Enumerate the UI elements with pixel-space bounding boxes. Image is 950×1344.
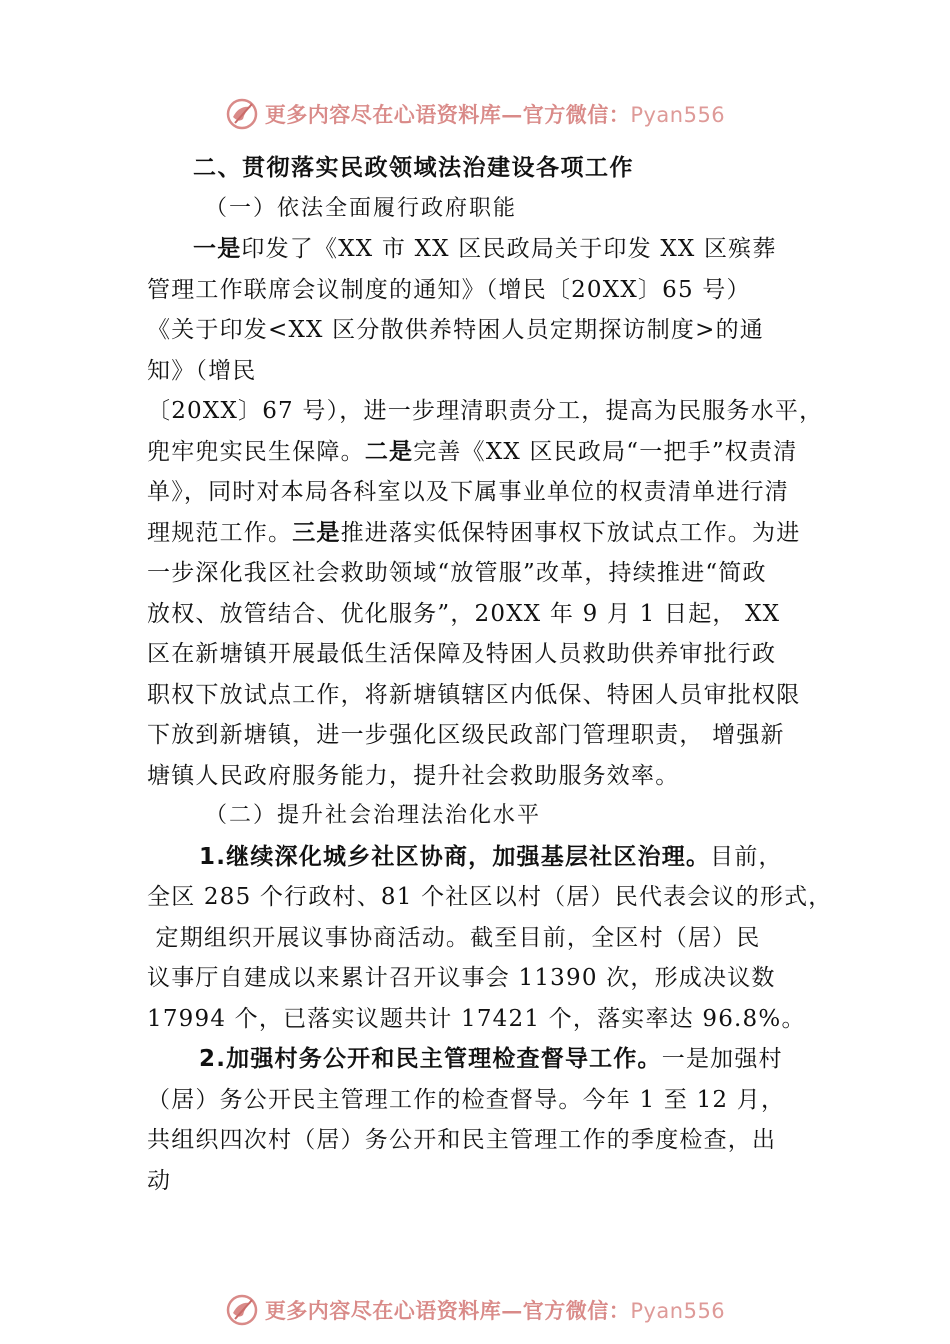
paragraph-line: 知》（增民 — [147, 357, 257, 384]
paragraph-line: 塘镇人民政府服务能力，提升社会救助服务效率。 — [147, 762, 680, 789]
paragraph-line: 一是印发了《XX 市 XX 区民政局关于印发 XX 区殡葬 — [193, 236, 777, 262]
paragraph-line: 17994 个，已落实议题共计 17421 个，落实率达 96.8%。 — [147, 1005, 806, 1032]
document-body — [147, 148, 833, 1201]
paragraph-line: 单》，同时对本局各科室以及下属事业单位的权责清单进行清 — [147, 479, 789, 505]
paragraph-line: 共组织四次村（居）务公开和民主管理工作的季度检查，出 — [147, 1127, 777, 1153]
item-2-heading: 2.加强村务公开和民主管理检查督导工作。 — [199, 1046, 662, 1072]
section-heading: 二、贯彻落实民政领域法治建设各项工作 — [193, 155, 634, 181]
paragraph-line: 2.加强村务公开和民主管理检查督导工作。一是加强村 — [199, 1046, 783, 1072]
watermark-text — [265, 1295, 725, 1325]
paragraph-line: 1.继续深化城乡社区协商，加强基层社区治理。目前， — [199, 843, 783, 870]
paragraph-line: 放权、放管结合、优化服务”，20XX 年 9 月 1 日起， XX — [147, 600, 781, 627]
watermark-text-cn: 更多内容尽在心语资料库—官方微信： — [264, 102, 631, 127]
paragraph-line: 〔20XX〕67 号），进一步理清职责分工，提高为民服务水平， — [147, 398, 824, 424]
paragraph-line: 全区 285 个行政村、81 个社区以村（居）民代表会议的形式， — [147, 884, 833, 910]
paragraph-line: 动 — [147, 1167, 172, 1194]
watermark-text — [265, 99, 725, 129]
paragraph-line: 《关于印发<XX 区分散供养特困人员定期探访制度>的通 — [147, 317, 765, 343]
emphasis-second: 二是 — [364, 438, 414, 465]
paragraph-line: 理规范工作。三是推进落实低保特困事权下放试点工作。为进 — [147, 519, 801, 546]
emphasis-third: 三是 — [292, 519, 341, 546]
watermark-logo-icon — [225, 1293, 259, 1327]
paragraph-line: （居）务公开民主管理工作的检查督导。今年 1 至 12 月， — [147, 1086, 786, 1113]
paragraph-line: 定期组织开展议事协商活动。截至目前，全区村（居）民 — [147, 924, 761, 951]
watermark-logo-icon — [225, 97, 259, 131]
watermark-text-cn: 更多内容尽在心语资料库—官方微信： — [264, 1298, 631, 1323]
subsection-title-2: （二）提升社会治理法治化水平 — [205, 803, 542, 828]
paragraph-line: 议事厅自建成以来累计召开议事会 11390 次，形成决议数 — [147, 965, 776, 991]
paragraph-line: 兜牢兜实民生保障。二是完善《XX 区民政局“一把手”权责清 — [147, 438, 798, 465]
item-1-heading: 1.继续深化城乡社区协商，加强基层社区治理。 — [199, 843, 711, 870]
subsection-title-1: （一）依法全面履行政府职能 — [205, 195, 518, 221]
paragraph-line: 下放到新塘镇，进一步强化区级民政部门管理职责， 增强新 — [147, 722, 785, 748]
paragraph-line: 一步深化我区社会救助领域“放管服”改革，持续推进“简政 — [147, 560, 767, 586]
watermark-footer — [0, 1288, 950, 1332]
paragraph-line: 职权下放试点工作，将新塘镇辖区内低保、特困人员审批权限 — [147, 681, 801, 708]
watermark-wechat-id: Pyan556 — [630, 103, 726, 127]
paragraph-line: 区在新塘镇开展最低生活保障及特困人员救助供养审批行政 — [147, 641, 777, 667]
watermark-header — [0, 92, 950, 136]
paragraph-line: 管理工作联席会议制度的通知》（增民〔20XX〕65 号） — [147, 276, 751, 303]
watermark-wechat-id: Pyan556 — [630, 1299, 726, 1323]
emphasis-first: 一是 — [193, 236, 242, 262]
